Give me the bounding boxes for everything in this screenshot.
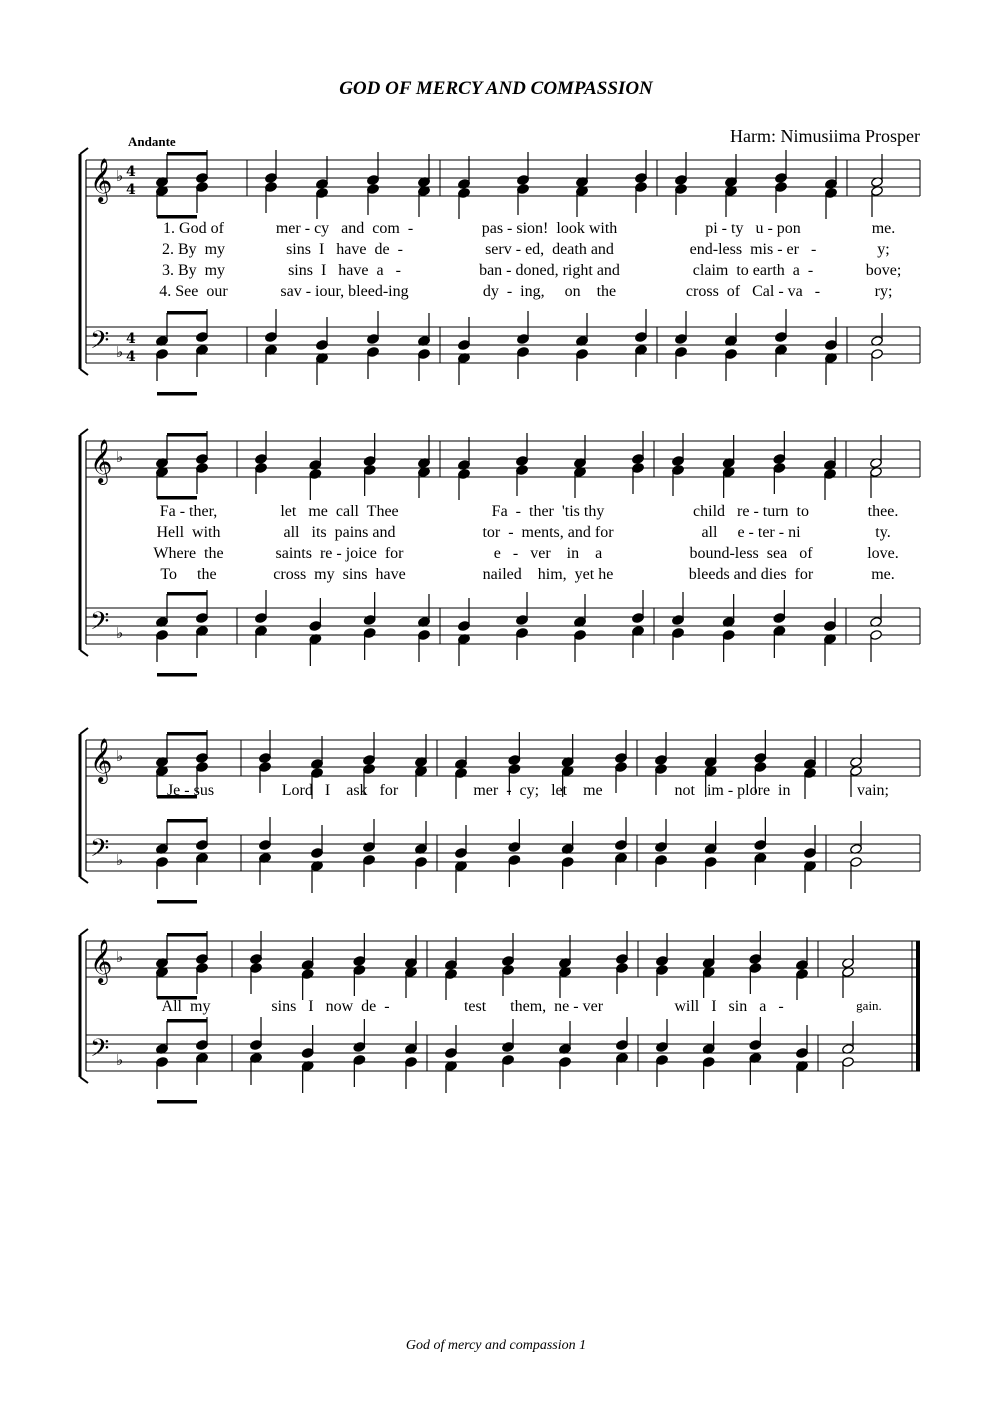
lyric-segment: 2. By my	[161, 241, 226, 258]
lyric-segment: ty.	[875, 524, 891, 541]
lyric-segment: cross of Cal - va -	[685, 283, 821, 300]
note-beam	[167, 152, 207, 156]
lyric-segment: Fa - ther,	[159, 503, 218, 520]
tempo-marking: Andante	[128, 134, 176, 149]
note-beam	[167, 819, 207, 823]
lyric-segment: pi - ty u - pon	[705, 220, 801, 237]
bracket-hook	[80, 148, 88, 154]
lyric-segment: 1. God of	[163, 220, 224, 237]
lyric-segment: 3. By my	[161, 262, 226, 279]
note-beam	[167, 311, 207, 315]
bracket-hook	[80, 650, 88, 656]
lyric-segment: Where the	[153, 545, 224, 562]
time-signature: 4	[126, 349, 136, 365]
lyric-segment: all e - ter - ni	[701, 524, 801, 541]
bracket-hook	[80, 369, 88, 375]
key-signature-flat: ♭	[116, 167, 124, 185]
note-beam	[167, 1019, 207, 1023]
lyric-segment: sins I have a -	[288, 262, 401, 279]
lyric-segment: serv - ed, death and	[485, 241, 614, 258]
note-beam	[167, 732, 207, 736]
lyric-segment: tor - ments, and for	[482, 524, 614, 541]
lyric-segment: let me call Thee	[280, 503, 399, 520]
key-signature-flat: ♭	[116, 851, 124, 869]
lyric-segment: Lord I ask for	[281, 782, 399, 799]
lyric-segment: cross my sins have	[273, 566, 406, 583]
lyric-segment: bove;	[865, 262, 902, 279]
key-signature-flat: ♭	[116, 747, 124, 765]
time-signature: 4	[126, 164, 136, 180]
lyric-segment: pas - sion! look with	[481, 220, 618, 237]
time-signature: 4	[126, 182, 136, 198]
lyric-segment: gain.	[856, 998, 882, 1013]
lyric-segment: end-less mis - er -	[689, 241, 817, 258]
bass-clef: 𝄢	[90, 326, 110, 361]
treble-clef: 𝄞	[90, 439, 113, 483]
lyric-segment: e - ver in a	[493, 545, 603, 562]
treble-clef: 𝄞	[90, 158, 113, 202]
lyric-segment: sins I have de -	[286, 241, 403, 258]
lyric-segment: love.	[867, 545, 899, 562]
lyric-segment: mer - cy; let me	[473, 782, 603, 799]
lyric-segment: not im - plore in	[674, 782, 791, 799]
lyric-segment: mer - cy and com -	[275, 220, 414, 237]
bracket-hook	[80, 929, 88, 935]
note-beam	[157, 496, 197, 500]
lyric-segment: Hell with	[156, 524, 221, 541]
arranger-credit: Harm: Nimusiima Prosper	[730, 126, 920, 146]
lyric-segment: bound-less sea of	[689, 545, 813, 562]
note-beam	[167, 933, 207, 937]
bracket-hook	[80, 877, 88, 883]
lyric-segment: thee.	[867, 503, 899, 520]
key-signature-flat: ♭	[116, 948, 124, 966]
key-signature-flat: ♭	[116, 343, 124, 361]
lyric-segment: sins I now de -	[271, 998, 390, 1015]
bracket-hook	[80, 1077, 88, 1083]
bass-clef: 𝄢	[90, 607, 110, 642]
lyric-segment: all its pains and	[283, 524, 396, 541]
lyric-segment: claim to earth a -	[692, 262, 814, 279]
note-beam	[157, 392, 197, 396]
hymn-title: GOD OF MERCY AND COMPASSION	[339, 78, 653, 99]
note-beam	[157, 673, 197, 677]
lyric-segment: 4. See our	[159, 283, 228, 300]
bracket-hook	[80, 429, 88, 435]
key-signature-flat: ♭	[116, 1051, 124, 1069]
note-beam	[157, 215, 197, 219]
lyric-segment: bleeds and dies for	[688, 566, 814, 583]
lyric-segment: test them, ne - ver	[463, 998, 604, 1015]
lyric-segment: To the	[160, 566, 217, 583]
lyric-segment: ban - doned, right and	[479, 262, 620, 279]
lyric-segment: me.	[871, 566, 895, 583]
treble-clef: 𝄞	[90, 939, 113, 983]
key-signature-flat: ♭	[116, 448, 124, 466]
lyric-segment: Je - sus	[166, 782, 215, 799]
lyric-segment: will I sin a -	[674, 998, 784, 1015]
lyric-segment: All my	[161, 998, 211, 1015]
bass-clef: 𝄢	[90, 1034, 110, 1069]
lyric-segment: Fa - ther 'tis thy	[491, 503, 605, 520]
time-signature: 4	[126, 331, 136, 347]
note-beam	[167, 592, 207, 596]
lyric-segment: y;	[877, 241, 890, 258]
note-beam	[157, 900, 197, 904]
lyric-segment: vain;	[857, 782, 889, 799]
lyric-segment: dy - ing, on the	[482, 283, 617, 300]
key-signature-flat: ♭	[116, 624, 124, 642]
page-footer: God of mercy and compassion 1	[405, 1338, 587, 1353]
note-beam	[167, 433, 207, 437]
lyric-segment: ry;	[874, 283, 893, 300]
lyric-segment: saints re - joice for	[275, 545, 404, 562]
treble-clef: 𝄞	[90, 738, 113, 782]
lyric-segment: sav - iour, bleed-ing	[280, 283, 409, 300]
lyric-segment: nailed him, yet he	[482, 566, 614, 583]
note-beam	[157, 1100, 197, 1104]
lyric-segment: child re - turn to	[693, 503, 809, 520]
lyric-segment: me.	[871, 220, 896, 237]
bracket-hook	[80, 728, 88, 734]
bass-clef: 𝄢	[90, 834, 110, 869]
